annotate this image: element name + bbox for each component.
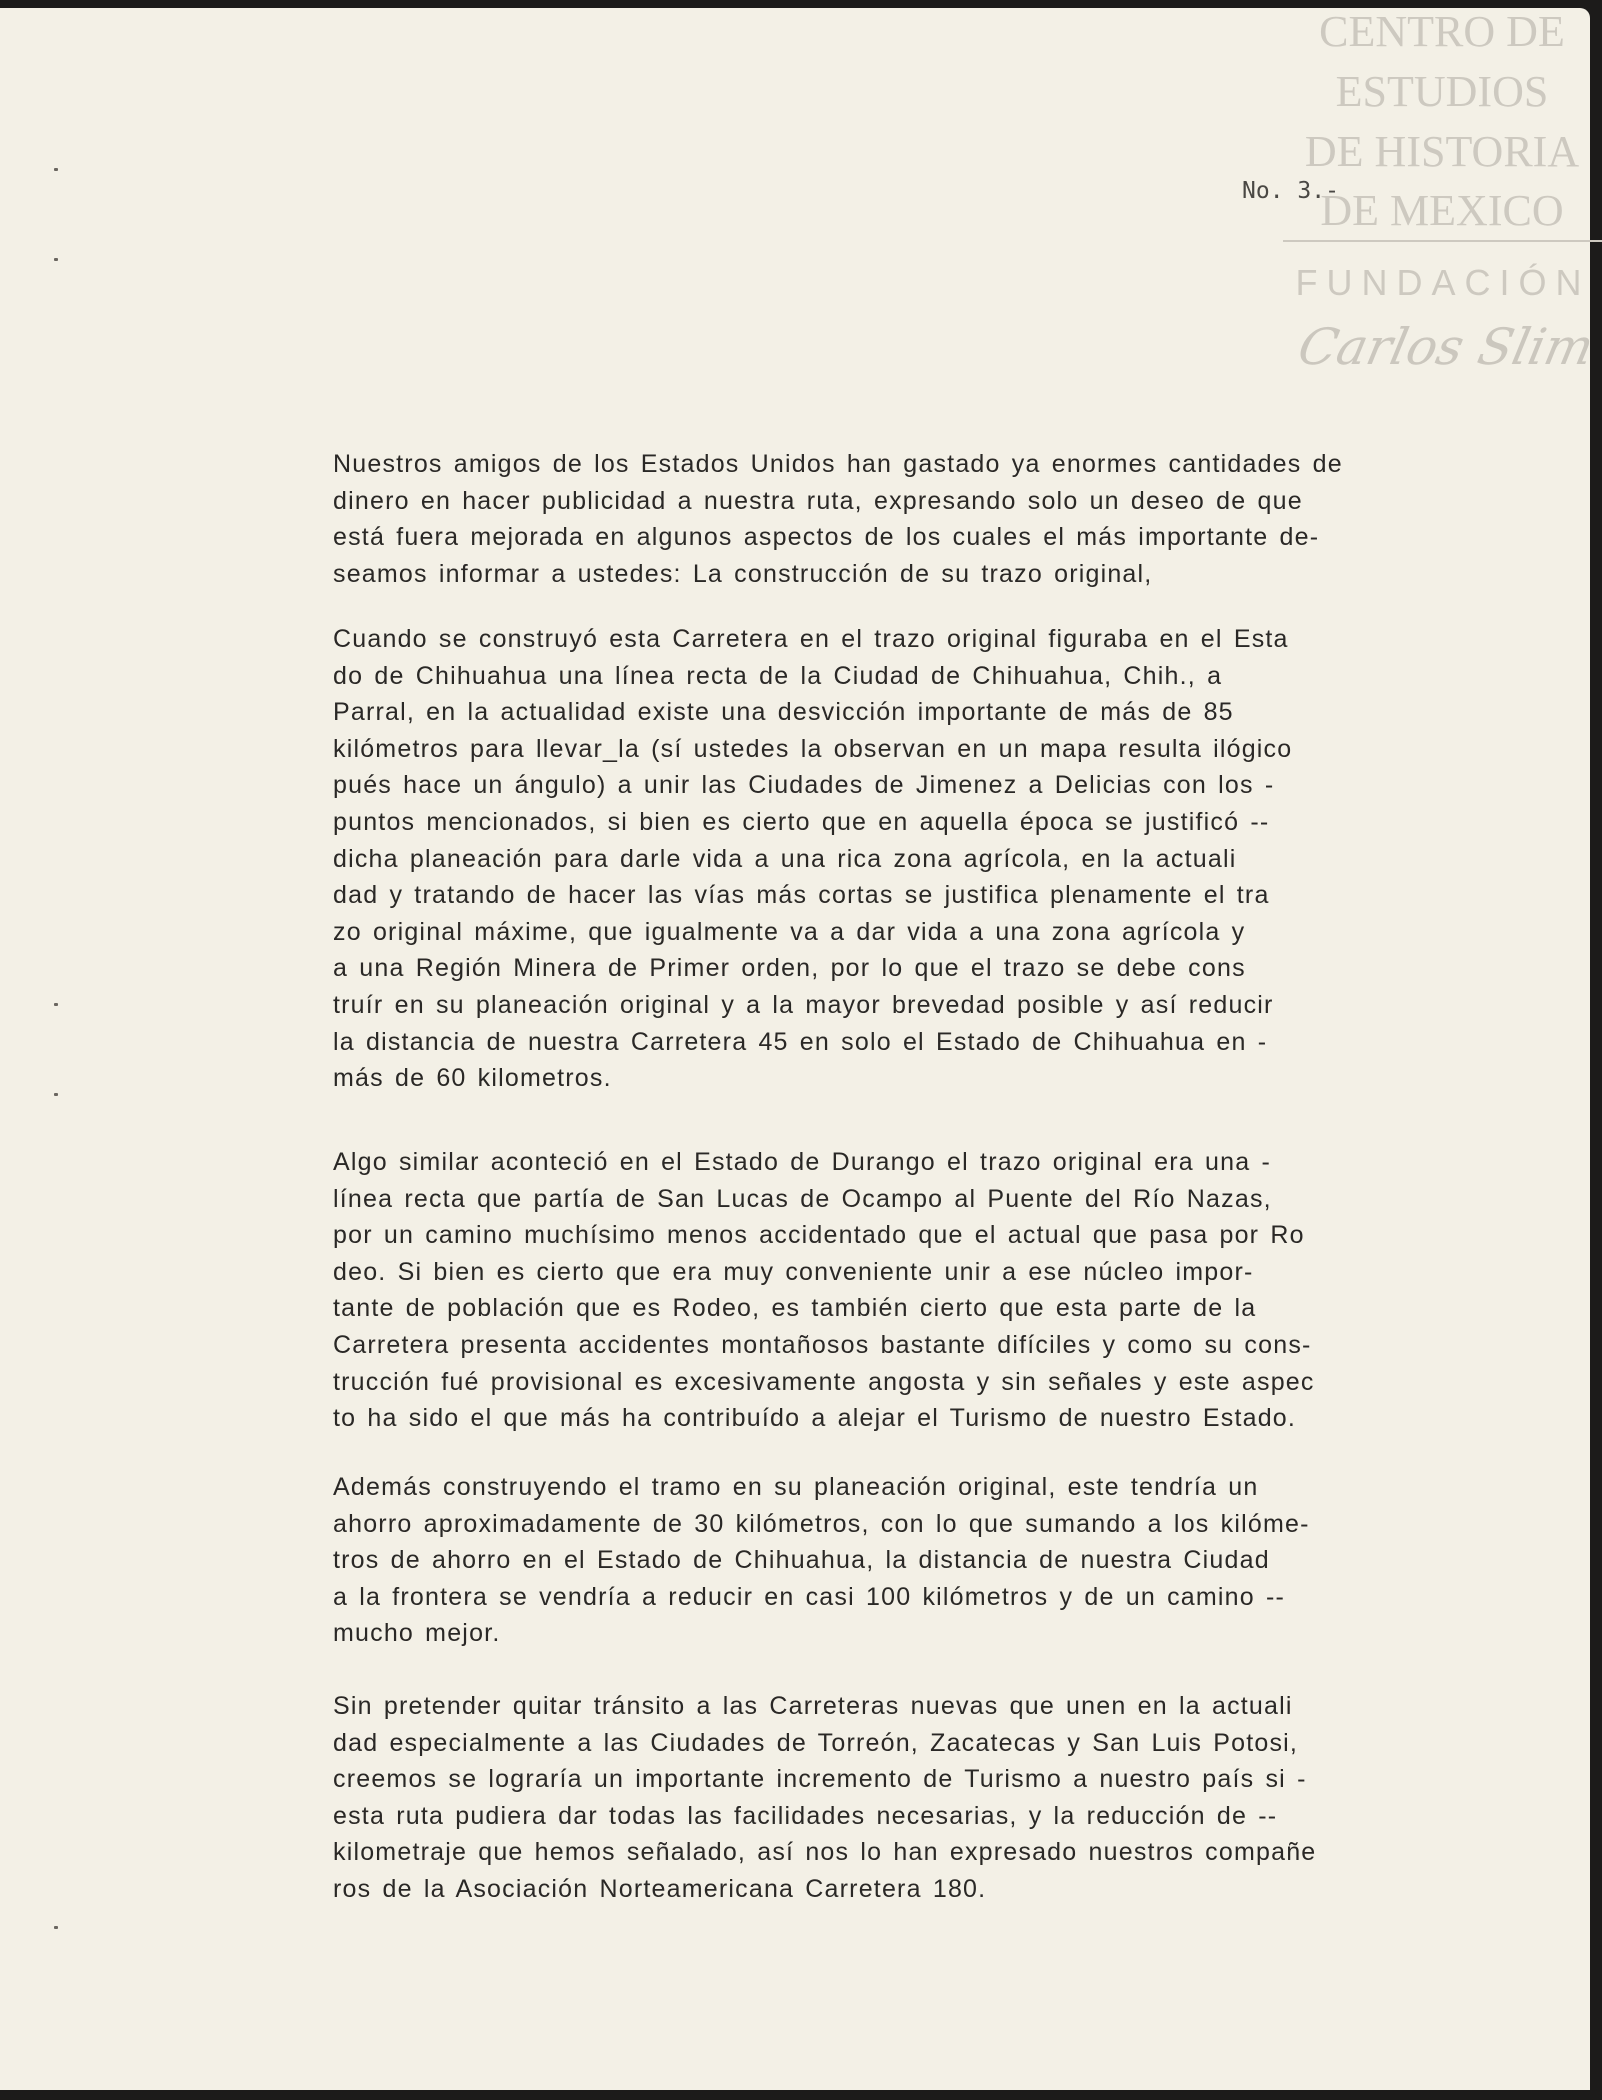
text-line: Además construyendo el tramo en su planeación original, este tendría un: [333, 1473, 1259, 1501]
text-line: deo. Si bien es cierto que era muy conveniente unir a ese núcleo impor-: [333, 1257, 1254, 1286]
paragraph: [333, 1144, 1443, 1437]
text-line: pués hace un ángulo) a unir las Ciudades de Jimenez a Delicias con los -: [333, 771, 1275, 800]
text-line: ros de la Asociación Norteamericana Carretera 180.: [333, 1874, 987, 1903]
text-line: a una Región Minera de Primer orden, por lo que el trazo se debe cons: [333, 954, 1246, 983]
text-line: por un camino muchísimo menos accidentado que el actual que pasa por Ro: [333, 1221, 1305, 1250]
text-line: dicha planeación para darle vida a una rica zona agrícola, en la actuali: [333, 844, 1237, 873]
text-line: línea recta que partía de San Lucas de Ocampo al Puente del Río Nazas,: [333, 1184, 1272, 1213]
text-line: tante de población que es Rodeo, es también cierto que esta parte de la: [333, 1294, 1257, 1323]
document-number: No. 3.-: [1242, 178, 1339, 204]
text-line: truír en su planeación original y a la mayor brevedad posible y así reducir: [333, 990, 1274, 1019]
text-line: creemos se lograría un importante incremento de Turismo a nuestro país si -: [333, 1765, 1307, 1794]
text-line: seamos informar a ustedes: La construcción de su trazo original,: [333, 559, 1153, 588]
paragraph: [333, 446, 1443, 592]
text-line: Cuando se construyó esta Carretera en el trazo original figuraba en el Esta: [333, 625, 1289, 653]
paragraph: [333, 621, 1443, 1097]
text-line: mucho mejor.: [333, 1619, 501, 1648]
margin-mark: [54, 1093, 58, 1096]
paragraph: [333, 1688, 1443, 1908]
text-line: dinero en hacer publicidad a nuestra ruta, expresando solo un deseo de que: [333, 486, 1303, 515]
text-line: Algo similar aconteció en el Estado de Durango el trazo original era una -: [333, 1148, 1271, 1176]
margin-mark: [54, 168, 58, 171]
text-line: dad y tratando de hacer las vías más cortas se justifica plenamente el tra: [333, 881, 1270, 910]
watermark-line: DE MEXICO: [1320, 186, 1564, 235]
text-line: do de Chihuahua una línea recta de la Ciudad de Chihuahua, Chih., a: [333, 661, 1223, 690]
margin-mark: [54, 258, 58, 261]
text-line: Nuestros amigos de los Estados Unidos han gastado ya enormes cantidades de: [333, 450, 1343, 478]
text-line: trucción fué provisional es excesivamente angosta y sin señales y este aspec: [333, 1367, 1315, 1396]
watermark-line: CENTRO DE: [1319, 7, 1565, 56]
text-line: kilometraje que hemos señalado, así nos lo han expresado nuestros compañe: [333, 1838, 1317, 1867]
text-line: Parral, en la actualidad existe una desvicción importante de más de 85: [333, 698, 1234, 727]
text-line: dad especialmente a las Ciudades de Torreón, Zacatecas y San Luis Potosi,: [333, 1728, 1299, 1757]
text-line: más de 60 kilometros.: [333, 1064, 612, 1093]
text-line: puntos mencionados, si bien es cierto que en aquella época se justificó --: [333, 807, 1270, 836]
margin-mark: [54, 1003, 58, 1006]
text-line: Carretera presenta accidentes montañosos bastante difíciles y como su cons-: [333, 1330, 1312, 1359]
text-line: kilómetros para llevar_la (sí ustedes la observan en un mapa resulta ilógico: [333, 734, 1293, 763]
watermark-signature: Carlos Slim: [1293, 318, 1599, 376]
watermark-divider: [1283, 240, 1602, 242]
text-line: la distancia de nuestra Carretera 45 en solo el Estado de Chihuahua en -: [333, 1027, 1268, 1056]
paragraph: [333, 1469, 1443, 1652]
margin-mark: [54, 1926, 58, 1929]
watermark-line: DE HISTORIA: [1304, 127, 1580, 176]
text-line: Sin pretender quitar tránsito a las Carreteras nuevas que unen en la actuali: [333, 1692, 1293, 1720]
text-line: tros de ahorro en el Estado de Chihuahua, la distancia de nuestra Ciudad: [333, 1546, 1270, 1575]
text-line: a la frontera se vendría a reducir en casi 100 kilómetros y de un camino --: [333, 1582, 1286, 1611]
watermark-line: ESTUDIOS: [1335, 67, 1549, 116]
text-line: está fuera mejorada en algunos aspectos de los cuales el más importante de-: [333, 523, 1320, 552]
text-line: ahorro aproximadamente de 30 kilómetros, con lo que sumando a los kilóme-: [333, 1509, 1310, 1538]
text-line: to ha sido el que más ha contribuído a alejar el Turismo de nuestro Estado.: [333, 1404, 1297, 1433]
text-line: zo original máxime, que igualmente va a dar vida a una zona agrícola y: [333, 917, 1246, 946]
text-line: esta ruta pudiera dar todas las facilidades necesarias, y la reducción de --: [333, 1801, 1278, 1830]
watermark-foundation: FUNDACIÓN: [1295, 262, 1591, 303]
